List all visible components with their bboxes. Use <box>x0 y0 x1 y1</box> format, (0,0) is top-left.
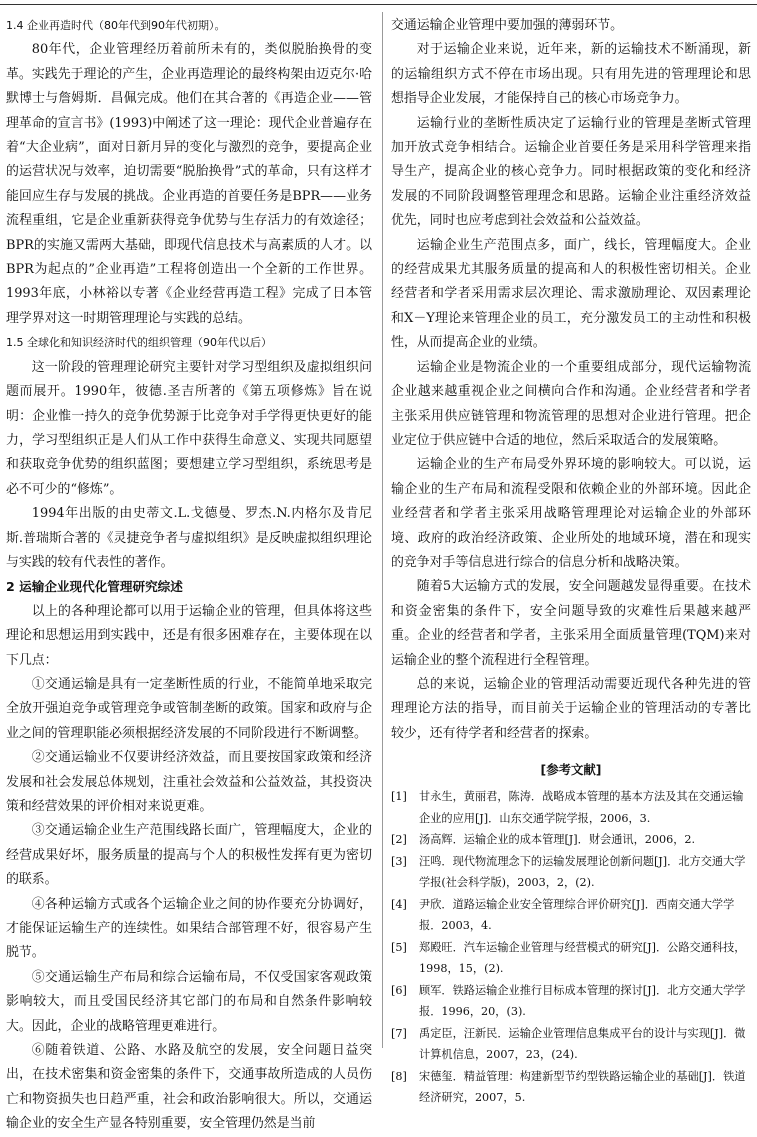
reference-text: 宋德玺．精益管理：构建新型节约型铁路运输企业的基础[J]．铁道经济研究，2007，5. <box>419 1069 746 1105</box>
column-divider <box>382 12 383 1048</box>
paragraph: 随着5大运输方式的发展，安全问题越发显得重要。在技术和资金密集的条件下，安全问题导致的灾难性后果越来越严重。企业的经营者和学者，主张采用全面质量管理(TQM)来对运输企业的整个流程进行全程管理。 <box>391 579 751 668</box>
references-list <box>391 786 751 1109</box>
reference-number: [3] <box>391 854 407 868</box>
reference-text: 禹定臣，汪新民．运输企业管理信息集成平台的设计与实现[J]．微计算机信息，2007，23，(24). <box>419 1026 746 1062</box>
reference-text: 郑殿旺．汽车运输企业管理与经营模式的研究[J]．公路交通科技，1998，15，(2). <box>419 940 746 976</box>
paragraph: 运输企业是物流企业的一个重要组成部分，现代运输物流企业越来越重视企业之间横向合作和沟通。企业经营者和学者主张采用供应链管理和物流管理的思想对企业进行管理。把企业定位于供应链中合适的地位，然后采取适合的发展策略。 <box>391 359 751 448</box>
paragraph: 运输企业生产范围点多，面广，线长，管理幅度大。企业的经营成果尤其服务质量的提高和人的积极性密切相关。企业经营者和学者采用需求层次理论、需求激励理论、双因素理论和X－Y理论来管理企业的员工，充分激发员工的主动性和积极性，从而提高企业的业绩。 <box>391 237 751 351</box>
list-item: ①交通运输是具有一定垄断性质的行业，不能简单地采取完全放开强迫竞争或管理竞争或管制垄断的政策。国家和政府与企业之间的管理职能必须根据经济发展的不同阶段进行不断调整。 <box>6 676 372 741</box>
reference-text: 甘永生，黄丽君，陈涛．战略成本管理的基本方法及其在交通运输企业的应用[J]．山东交通学院学报，2006，3. <box>419 790 744 825</box>
top-rule <box>0 4 757 5</box>
paragraph: 对于运输企业来说，近年来，新的运输技术不断涌现，新的运输组织方式不停在市场出现。只有用先进的管理理论和思想指导企业发展，才能保持自己的核心市场竞争力。 <box>391 42 751 107</box>
reference-number: [1] <box>391 790 407 804</box>
paragraph: 1994年出版的由史蒂文.L.戈德曼、罗杰.N.内格尔及肯尼斯.普瑞斯合著的《灵捷竞争者与虚拟组织》是反映虚拟组织理论与实践的较有代表性的著作。 <box>6 506 372 570</box>
left-column <box>6 14 372 1137</box>
list-item: ⑤交通运输生产布局和综合运输布局，不仅受国家客观政策影响较大，而且受国民经济其它部门的布局和自然条件影响较大。因此，企业的战略管理更难进行。 <box>6 969 372 1034</box>
reference-number: [5] <box>391 940 407 954</box>
reference-text: 汤高辉．运输企业的成本管理[J]．财会通讯，2006，2. <box>419 833 696 847</box>
list-item: ④各种运输方式或各个运输企业之间的协作要充分协调好，才能保证运输生产的连续性。如果结合部管理不好，很容易产生脱节。 <box>6 896 372 961</box>
paragraph: 以上的各种理论都可以用于运输企业的管理，但具体将这些理论和思想运用到实践中，还是有很多困难存在，主要体现在以下几点： <box>6 603 372 668</box>
reference-item <box>391 1023 751 1066</box>
list-item: ⑥随着铁道、公路、水路及航空的发展，安全问题日益突出，在技术密集和资金密集的条件下，交通事故所造成的人员伤亡和物资损失也日趋严重，社会和政治影响很大。所以，交通运输企业的安全生产显各特别重要，安全管理仍然是当前 <box>6 1043 372 1132</box>
reference-item <box>391 980 751 1023</box>
list-item: ③交通运输企业生产范围线路长面广，管理幅度大，企业的经营成果好坏，服务质量的提高与个人的积极性发挥有更为密切的联系。 <box>6 823 372 888</box>
reference-text: 汪鸣．现代物流理念下的运输发展理论创新问题[J]．北方交通大学学报(社会科学版)，2003，2，(2). <box>419 854 746 890</box>
right-column <box>391 14 751 1109</box>
section-2-heading: 2 运输企业现代化管理研究综述 <box>6 579 183 595</box>
list-item: ②交通运输业不仅要讲经济效益，而且要按国家政策和经济发展和社会发展总体规划，注重社会效益和公益效益，其投资决策和经营效果的评价相对来说更难。 <box>6 750 372 814</box>
paragraph: 运输行业的垄断性质决定了运输行业的管理是垄断式管理加开放式竞争相结合。运输企业首要任务是采用科学管理来指导生产，提高企业的核心竞争力。同时根据政策的变化和经济发展的不同阶段调整管理理念和思路。运输企业注重经济效益优先，同时也应考虑到社会效益和公益效益。 <box>391 115 751 229</box>
paragraph: 总的来说，运输企业的管理活动需要近现代各种先进的管理理论方法的指导，而目前关于运输企业的管理活动的专著比较少，还有待学者和经营者的探索。 <box>391 676 751 741</box>
reference-item <box>391 851 751 894</box>
reference-item <box>391 786 751 829</box>
reference-item <box>391 1066 751 1109</box>
section-1-4-heading: 1.4 企业再造时代（80年代到90年代初期）。 <box>6 19 226 32</box>
reference-item <box>391 829 751 851</box>
reference-text: 顾军．铁路运输企业推行目标成本管理的探讨[J]．北方交通大学学报．1996，20，(3). <box>419 983 746 1019</box>
paragraph: 这一阶段的管理理论研究主要针对学习型组织及虚拟组织问题而展开。1990年，彼德.圣吉所著的《第五项修炼》旨在说明：企业惟一持久的竞争优势源于比竞争对手学得更快更好的能力，学习型组织正是人们从工作中获得生命意义、实现共同愿望和获取竞争优势的组织蓝图；要想建立学习型组织，系统思考是必不可少的“修炼”。 <box>6 359 372 497</box>
reference-number: [2] <box>391 833 407 847</box>
reference-number: [6] <box>391 983 407 997</box>
section-1-5-heading: 1.5 全球化和知识经济时代的组织管理（90年代以后） <box>6 336 272 350</box>
paragraph: 80年代，企业管理经历着前所未有的，类似脱胎换骨的变革。实践先于理论的产生，企业再造理论的最终构架由迈克尔·哈默博士与詹姆斯．昌佩完成。他们在其合著的《再造企业——管理革命的宣言书》(1993)中阐述了这一理论：现代企业普遍存在着“大企业病”，面对日新月异的变化与激烈的竞争，要提高企业的运营状况与效率，迫切需要“脱胎换骨”式的革命，只有这样才能回应生存与发展的挑战。企业再造的首要任务是BPR——业务流程重组，它是企业重新获得竞争优势与生存活力的有效途径；BPR的实施又需两大基础，即现代信息技术与高素质的人才。以BPR为起点的”企业再造”工程将创造出一个全新的工作世界。1993年底，小林裕以专著《企业经营再造工程》完成了日本管理学界对这一时期管理理论与实践的总结。 <box>6 42 372 326</box>
reference-text: 尹欣．道路运输企业安全管理综合评价研究[J]．西南交通大学学报．2003，4. <box>419 897 735 933</box>
reference-number: [7] <box>391 1026 407 1040</box>
reference-item <box>391 894 751 937</box>
references-title: [参考文献] <box>540 762 602 778</box>
paragraph-continued: 交通运输企业管理中要加强的薄弱环节。 <box>391 18 624 33</box>
reference-number: [4] <box>391 897 407 911</box>
paragraph: 运输企业的生产布局受外界环境的影响较大。可以说，运输企业的生产布局和流程受限和依赖企业的外部环境。因此企业经营者和学者主张采用战略管理理论对运输企业的外部环境、政府的政治经济政策、企业所处的地域环境，潜在和现实的竞争对手等信息进行综合的信息分析和战略决策。 <box>391 457 751 570</box>
reference-item <box>391 937 751 980</box>
reference-number: [8] <box>391 1069 407 1083</box>
